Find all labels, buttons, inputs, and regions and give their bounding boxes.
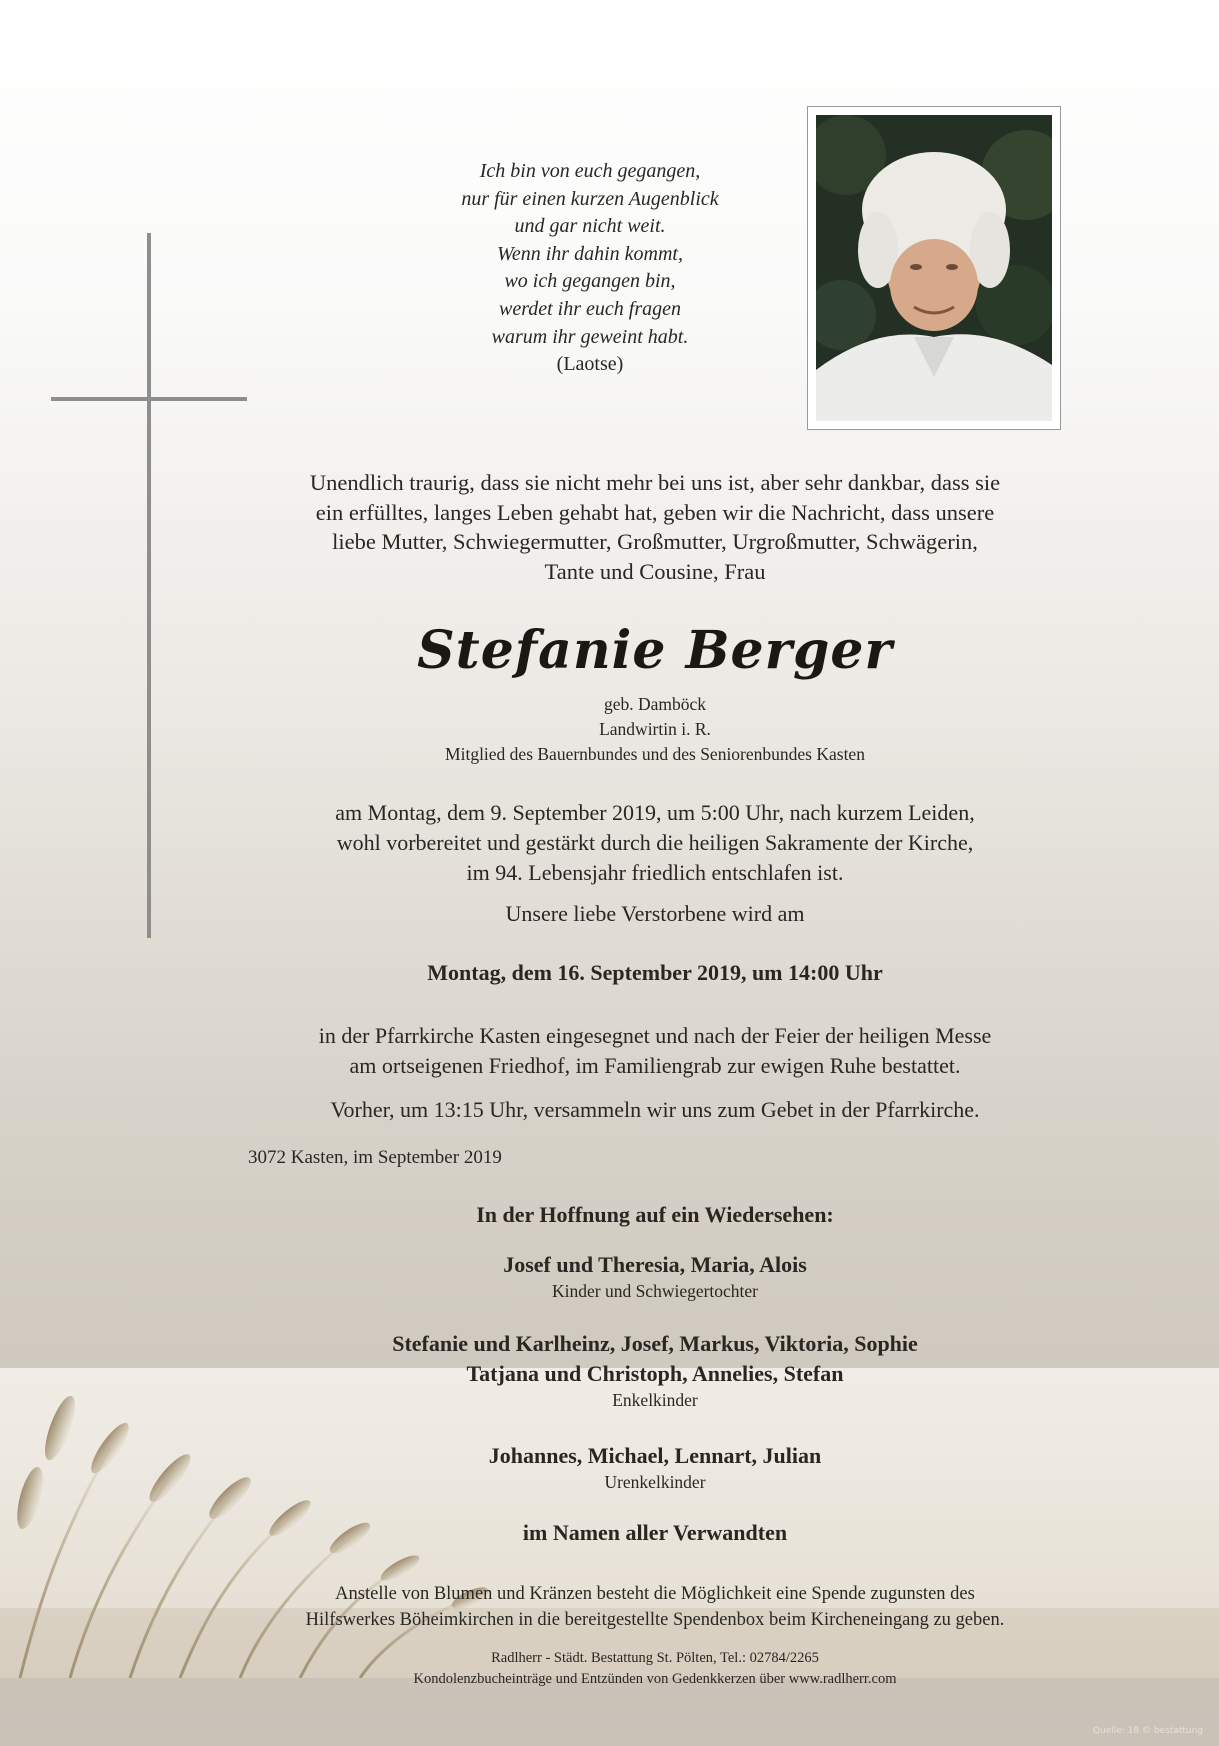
occupation: Landwirtin i. R. xyxy=(599,719,711,739)
cross-horizontal-bar xyxy=(51,397,247,401)
family-names: Josef und Theresia, Maria, Alois xyxy=(503,1252,807,1277)
family-relation: Enkelkinder xyxy=(612,1390,698,1410)
donation-line: Hilfswerkes Böheimkirchen in die bereitgestellte Spendenbox beim Kircheneingang zu geben. xyxy=(305,1610,1005,1630)
poem-line: wo ich gegangen bin, xyxy=(504,270,676,293)
cross-vertical-bar xyxy=(147,233,151,938)
death-line: wohl vorbereitet und gestärkt durch die heiligen Sakramente der Kirche, xyxy=(336,830,974,855)
prayer-note: Vorher, um 13:15 Uhr, versammeln wir uns zum Gebet in der Pfarrkirche. xyxy=(330,1097,980,1122)
family-names: Stefanie und Karlheinz, Josef, Markus, Viktoria, Sophie xyxy=(392,1331,918,1356)
intro-line: ein erfülltes, langes Leben gehabt hat, geben wir die Nachricht, dass unsere xyxy=(315,499,995,525)
intro-line: Tante und Cousine, Frau xyxy=(544,558,766,584)
family-great-grandchildren xyxy=(200,1441,1110,1493)
hope-heading: In der Hoffnung auf ein Wiedersehen: xyxy=(476,1202,834,1227)
poem-line: und gar nicht weit. xyxy=(514,215,666,238)
church-line: am ortseigenen Friedhof, im Familiengrab zur ewigen Ruhe bestattet. xyxy=(349,1053,961,1078)
birth-name: geb. Damböck xyxy=(603,694,707,714)
intro-line: Unendlich traurig, dass sie nicht mehr bei uns ist, aber sehr dankbar, dass sie xyxy=(309,470,1001,495)
church-text xyxy=(200,1021,1110,1081)
family-names: Johannes, Michael, Lennart, Julian xyxy=(488,1443,822,1468)
funeral-home-footer xyxy=(200,1648,1110,1690)
intro-text xyxy=(200,468,1110,586)
family-relation: Urenkelkinder xyxy=(604,1472,706,1492)
intro-line: liebe Mutter, Schwiegermutter, Großmutter, Urgroßmutter, Schwägerin, xyxy=(332,529,978,554)
deceased-name: Stefanie Berger xyxy=(417,620,893,681)
place-date: 3072 Kasten, im September 2019 xyxy=(248,1147,502,1168)
family-names: Tatjana und Christoph, Annelies, Stefan xyxy=(466,1361,844,1386)
deceased-details xyxy=(200,692,1110,767)
poem-line: Ich bin von euch gegangen, xyxy=(479,160,701,182)
all-relatives: im Namen aller Verwandten xyxy=(522,1520,788,1545)
death-line: am Montag, dem 9. September 2019, um 5:00 Uhr, nach kurzem Leiden, xyxy=(335,800,975,825)
family-grandchildren xyxy=(200,1329,1110,1411)
poem-line: nur für einen kurzen Augenblick xyxy=(461,187,719,210)
portrait-photo-frame xyxy=(807,106,1061,430)
funeral-date: Montag, dem 16. September 2019, um 14:00 Uhr xyxy=(427,960,883,985)
poem-source: (Laotse) xyxy=(556,353,624,376)
watermark: Quelle: 18 © bestattung xyxy=(1092,1726,1203,1736)
poem-line: werdet ihr euch fragen xyxy=(498,297,681,320)
donation-line: Anstelle von Blumen und Kränzen besteht die Möglichkeit eine Spende zugunsten des xyxy=(335,1584,975,1604)
poem-line: Wenn ihr dahin kommt, xyxy=(497,242,683,265)
poem-line: warum ihr geweint habt. xyxy=(491,325,689,348)
death-text xyxy=(200,798,1110,888)
footer-line: Kondolenzbucheinträge und Entzünden von Gedenkkerzen über www.radlherr.com xyxy=(413,1671,897,1687)
church-line: in der Pfarrkirche Kasten eingesegnet und nach der Feier der heiligen Messe xyxy=(318,1023,992,1048)
donation-note xyxy=(200,1581,1110,1633)
membership: Mitglied des Bauernbundes und des Seniorenbundes Kasten xyxy=(445,744,865,764)
footer-line: Radlherr - Städt. Bestattung St. Pölten, Tel.: 02784/2265 xyxy=(491,1650,819,1666)
portrait-photo xyxy=(816,115,1052,421)
family-relation: Kinder und Schwiegertochter xyxy=(551,1281,759,1301)
announce-text: Unsere liebe Verstorbene wird am xyxy=(505,901,805,926)
death-line: im 94. Lebensjahr friedlich entschlafen ist. xyxy=(466,860,844,885)
poem xyxy=(400,158,780,379)
family-children xyxy=(200,1250,1110,1302)
